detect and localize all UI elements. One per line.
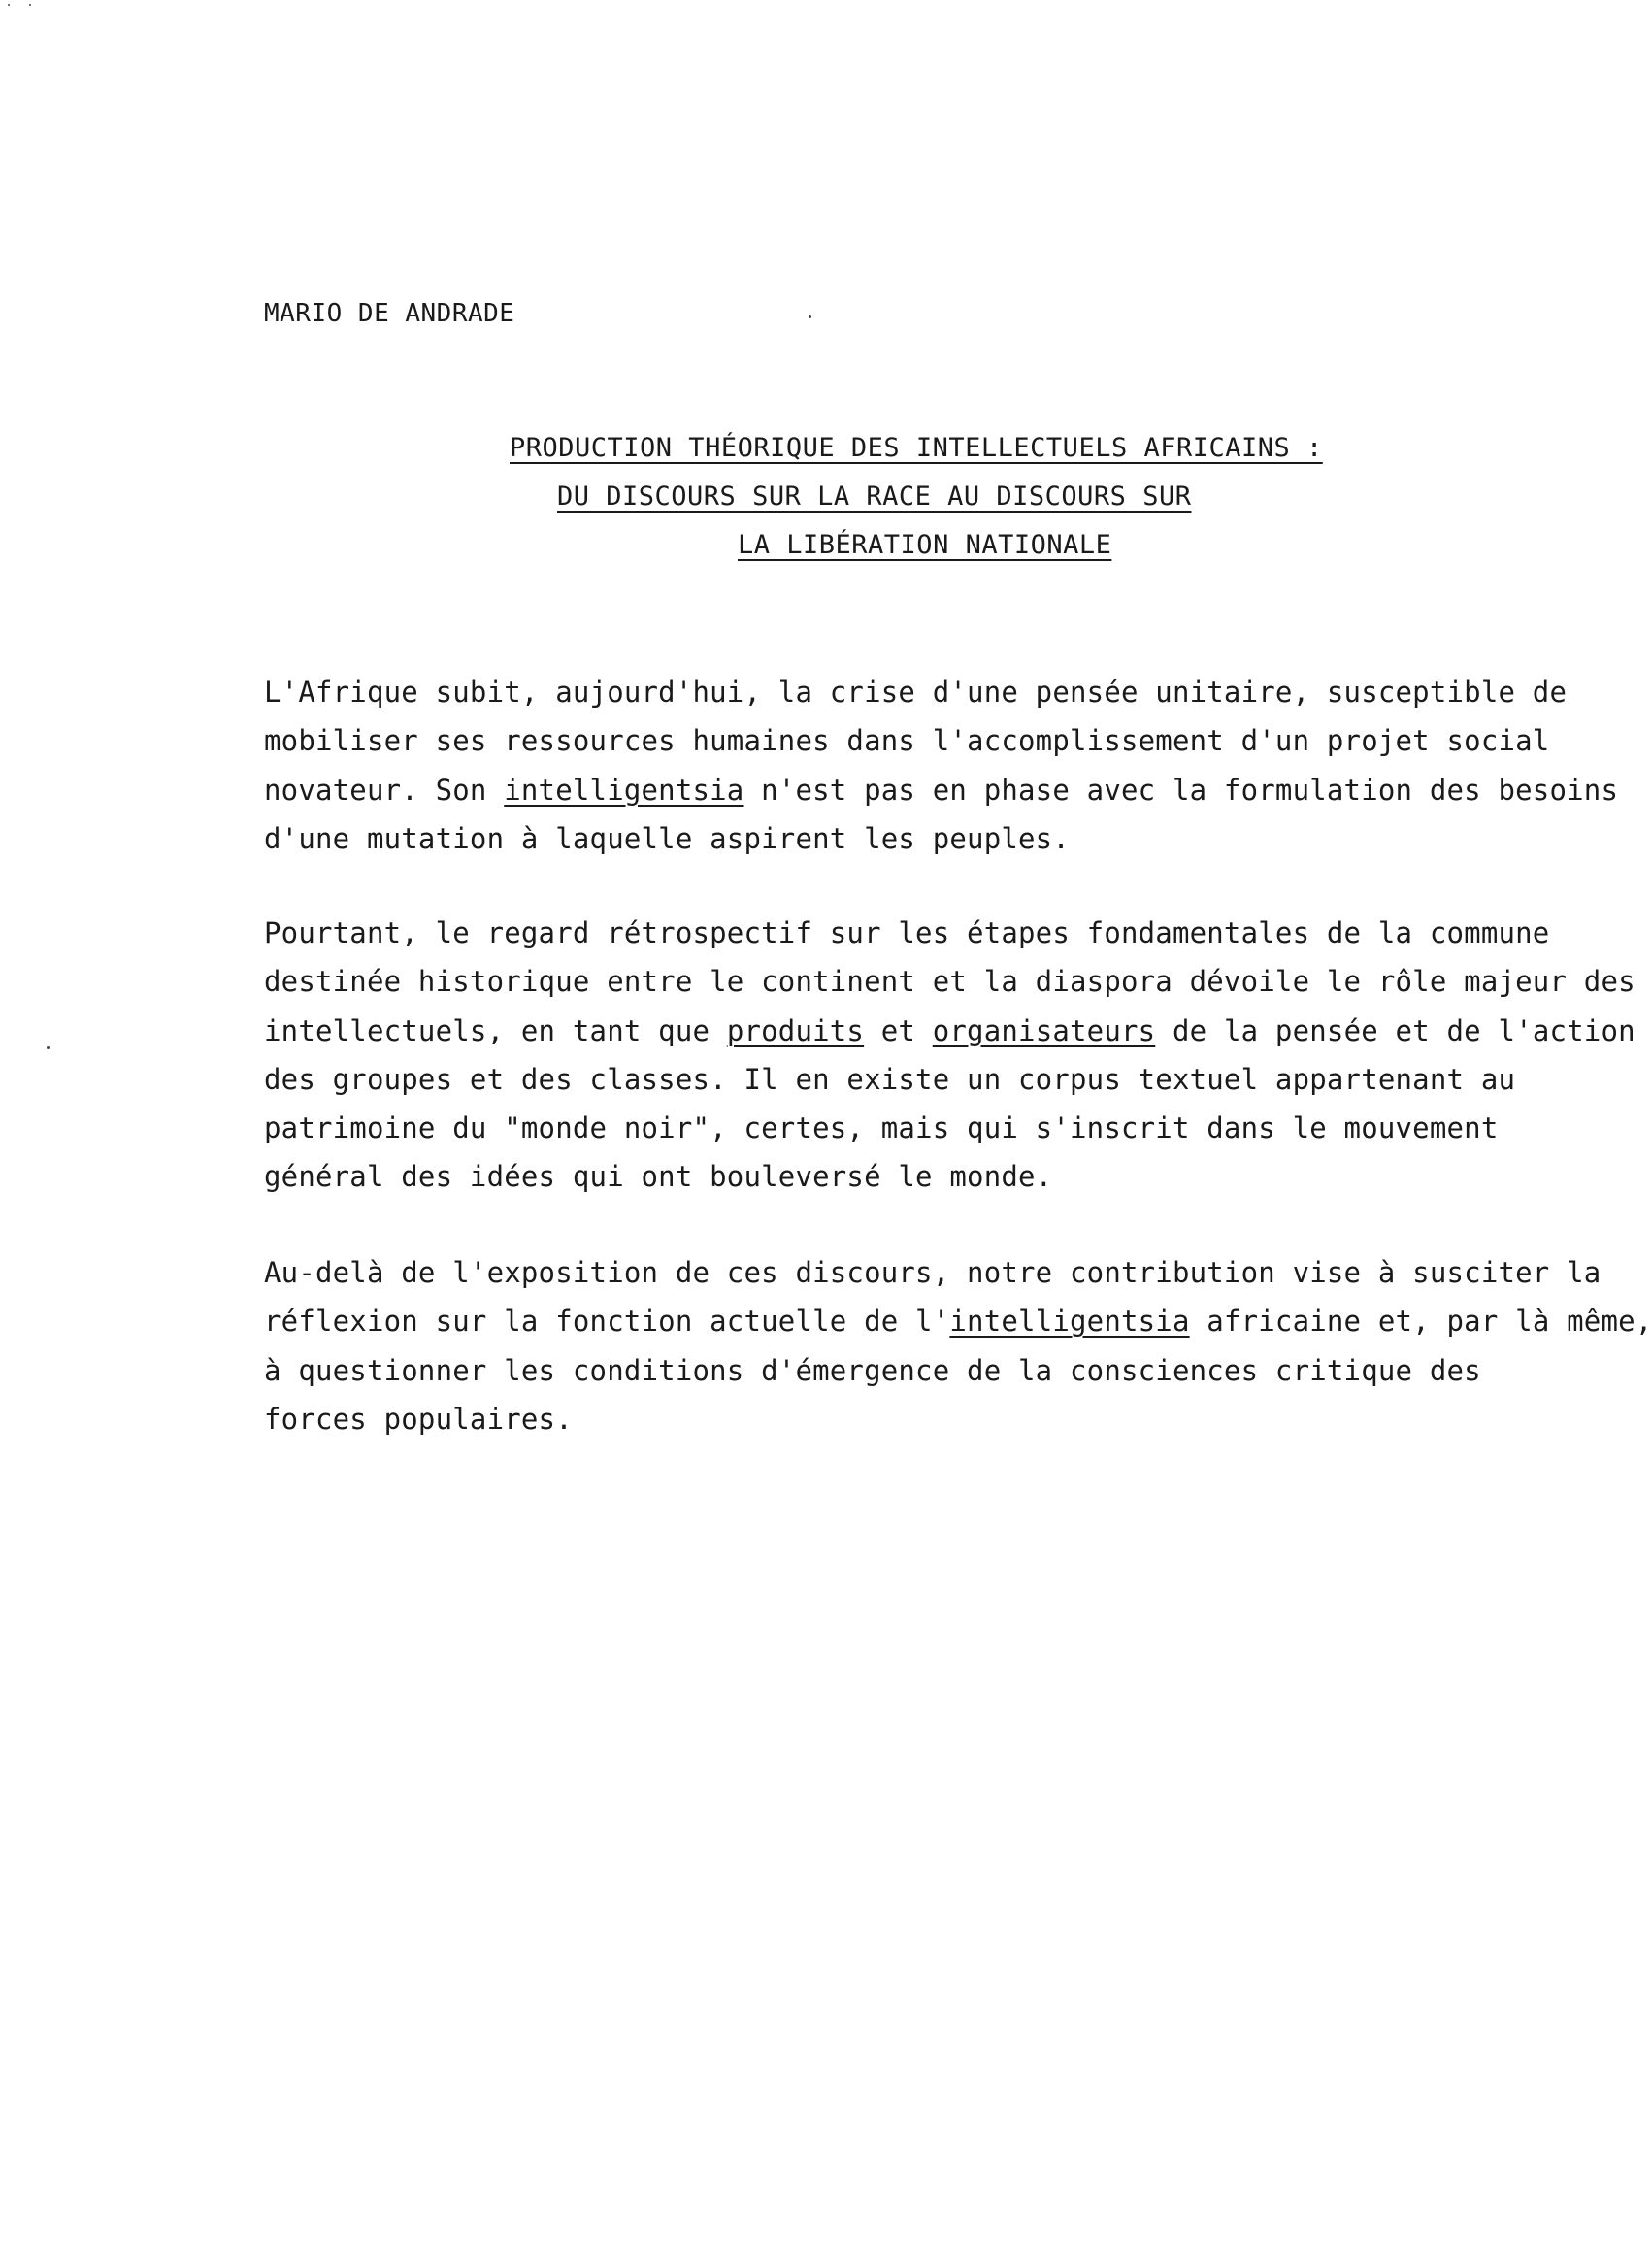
text-run: intellectuels, en tant que [264,1013,727,1047]
text-run: d'une mutation à laquelle aspirent les peuples. [264,821,1070,855]
scan-speck [29,4,31,6]
scan-speck [809,315,811,318]
text-run: mobiliser ses ressources humaines dans l'accomplissement d'un projet social [264,724,1550,758]
paragraph-1 [264,668,1619,863]
text-run: L'Afrique subit, aujourd'hui, la crise d'une pensée unitaire, susceptible de [264,676,1568,709]
paragraph-line [264,1104,1499,1152]
scan-speck [47,1046,50,1049]
text-run: novateur. Son [264,773,505,807]
paragraph-2 [264,909,1635,1202]
title-line-1: PRODUCTION THÉORIQUE DES INTELLECTUELS AFRICAINS : [510,433,1323,463]
underlined-term: organisateurs [932,1013,1156,1047]
text-run: destinée historique entre le continent et la diaspora dévoile le rôle majeur des [264,965,1635,999]
paragraph-line [264,1346,1481,1395]
text-run: patrimoine du "monde noir", certes, mais qui s'inscrit dans le mouvement [264,1111,1499,1145]
underlined-term: intelligentsia [504,773,744,807]
paragraph-line [264,668,1568,716]
paragraph-3 [264,1248,1652,1443]
paragraph-line [264,1395,1477,1443]
scan-speck [8,4,10,6]
paragraph-line [264,909,1550,957]
text-run: forces populaires. [264,1402,573,1436]
title-line-3: LA LIBÉRATION NATIONALE [738,530,1112,560]
paragraph-line [264,1055,1516,1104]
text-run: et [864,1013,933,1047]
text-run: à questionner les conditions d'émergence de la consciences critique des [264,1353,1481,1387]
text-run: des groupes et des classes. Il en existe un corpus textuel appartenant au [264,1062,1516,1096]
text-run: Au-delà de l'exposition de ces discours, notre contribution vise à susciter la [264,1256,1602,1289]
paragraph-line [264,957,1635,1006]
text-run: n'est pas en phase avec la formulation des besoins [743,773,1619,807]
author-name: MARIO DE ANDRADE [264,299,515,328]
paragraph-line [264,1297,1652,1345]
text-run: Pourtant, le regard rétrospectif sur les étapes fondamentales de la commune [264,916,1550,949]
text-run: de la pensée et de l'action [1155,1013,1635,1047]
paragraph-line [264,1248,1602,1297]
text-run: africaine et, par là même, [1189,1305,1652,1339]
text-run: réflexion sur la fonction actuelle de l' [264,1305,950,1339]
paragraph-line [264,814,1477,863]
paragraph-line [264,716,1550,765]
underlined-term: produits [726,1013,865,1047]
paragraph-line [264,766,1619,814]
underlined-term: intelligentsia [949,1305,1190,1339]
paragraph-line [264,1007,1635,1055]
title-line-2: DU DISCOURS SUR LA RACE AU DISCOURS SUR [557,481,1192,512]
text-run: général des idées qui ont bouleversé le monde. [264,1160,1053,1194]
paragraph-line [264,1152,1477,1201]
